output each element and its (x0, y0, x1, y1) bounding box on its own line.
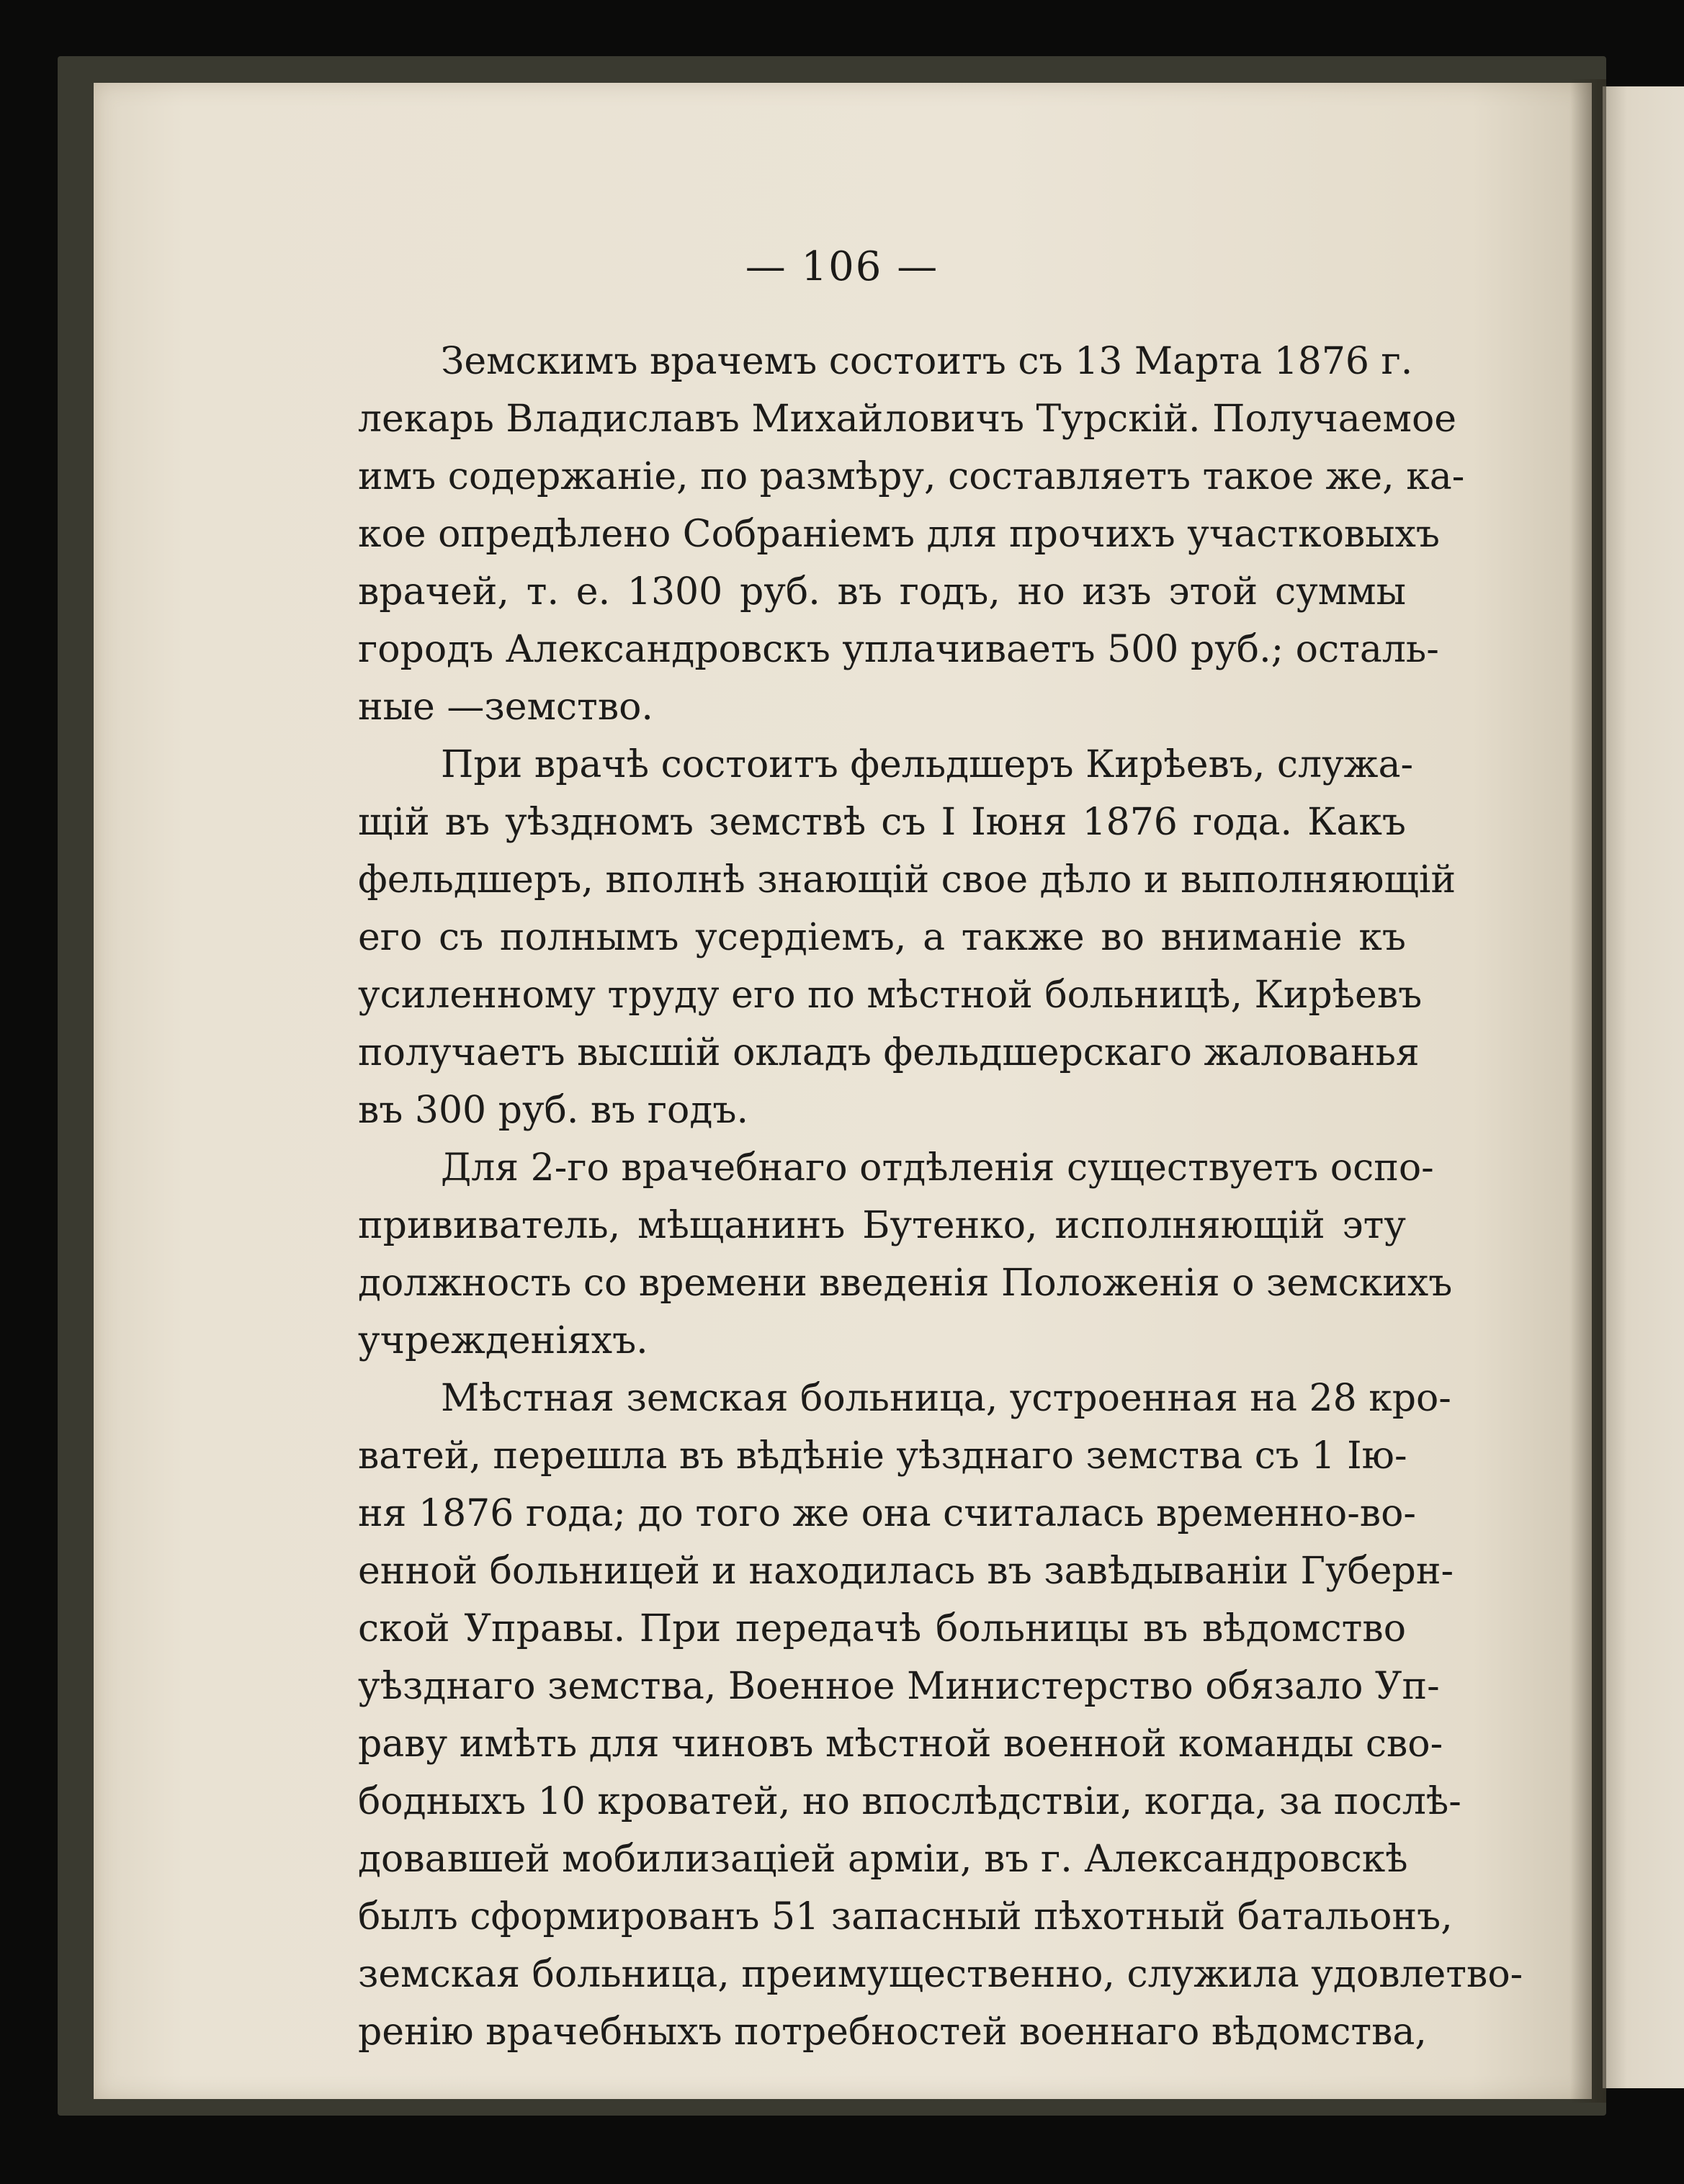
text-line: учрежденіяхъ. (358, 1319, 648, 1362)
text-line: Земскимъ врачемъ состоитъ съ 13 Марта 1876 г. (441, 340, 1413, 383)
text-line: имъ содержаніе, по размѣру, составляетъ такое же, ка- (358, 455, 1465, 498)
facing-page-edge (1603, 86, 1684, 2088)
text-line: уѣзднаго земства, Военное Министерство обязало Уп- (358, 1665, 1440, 1708)
text-line: Для 2-го врачебнаго отдѣленія существуетъ оспо- (441, 1146, 1434, 1190)
text-line: При врачѣ состоитъ фельдшеръ Кирѣевъ, служа- (441, 743, 1414, 786)
text-line: врачей, т. е. 1300 руб. въ годъ, но изъ этой суммы (358, 570, 1406, 614)
text-line: Мѣстная земская больница, устроенная на 28 кро- (441, 1377, 1451, 1420)
text-line: ватей, перешла въ вѣдѣніе уѣзднаго земства съ 1 Ію- (358, 1434, 1407, 1478)
text-line: въ 300 руб. въ годъ. (358, 1089, 748, 1132)
text-line: лекарь Владиславъ Михайловичъ Турскій. Получаемое (358, 397, 1457, 441)
text-line: щій въ уѣздномъ земствѣ съ I Іюня 1876 года. Какъ (358, 801, 1406, 844)
text-line: городъ Александровскъ уплачиваетъ 500 руб.; осталь- (358, 628, 1439, 671)
text-line: должность со времени введенія Положенія о земскихъ (358, 1262, 1453, 1305)
gutter-shadow (1570, 79, 1606, 2103)
text-line: ренію врачебныхъ потребностей военнаго вѣдомства, (358, 2010, 1427, 2054)
text-line: земская больница, преимущественно, служила удовлетво- (358, 1953, 1523, 1996)
text-line: ня 1876 года; до того же она считалась временно-во- (358, 1492, 1416, 1535)
text-line: раву имѣть для чиновъ мѣстной военной команды сво- (358, 1722, 1443, 1766)
page-number: — 106 — (745, 243, 939, 290)
text-line: кое опредѣлено Собраніемъ для прочихъ участковыхъ (358, 513, 1440, 556)
text-line: усиленному труду его по мѣстной больницѣ, Кирѣевъ (358, 974, 1423, 1017)
text-line: фельдшеръ, вполнѣ знающій свое дѣло и выполняющій (358, 858, 1456, 902)
text-line: бодныхъ 10 кроватей, но впослѣдствіи, когда, за послѣ- (358, 1780, 1461, 1823)
text-line: прививатель, мѣщанинъ Бутенко, исполняющій эту (358, 1204, 1406, 1247)
text-line: ные —земство. (358, 686, 653, 729)
text-line: былъ сформированъ 51 запасный пѣхотный батальонъ, (358, 1895, 1453, 1938)
text-line: довавшей мобилизаціей арміи, въ г. Александровскѣ (358, 1838, 1408, 1881)
text-line: енной больницей и находилась въ завѣдываніи Губерн- (358, 1550, 1454, 1593)
body-text (358, 333, 1523, 2061)
text-line: ской Управы. При передачѣ больницы въ вѣдомство (358, 1607, 1406, 1650)
text-line: его съ полнымъ усердіемъ, а также во вниманіе къ (358, 916, 1406, 959)
text-line: получаетъ высшій окладъ фельдшерскаго жалованья (358, 1031, 1420, 1074)
